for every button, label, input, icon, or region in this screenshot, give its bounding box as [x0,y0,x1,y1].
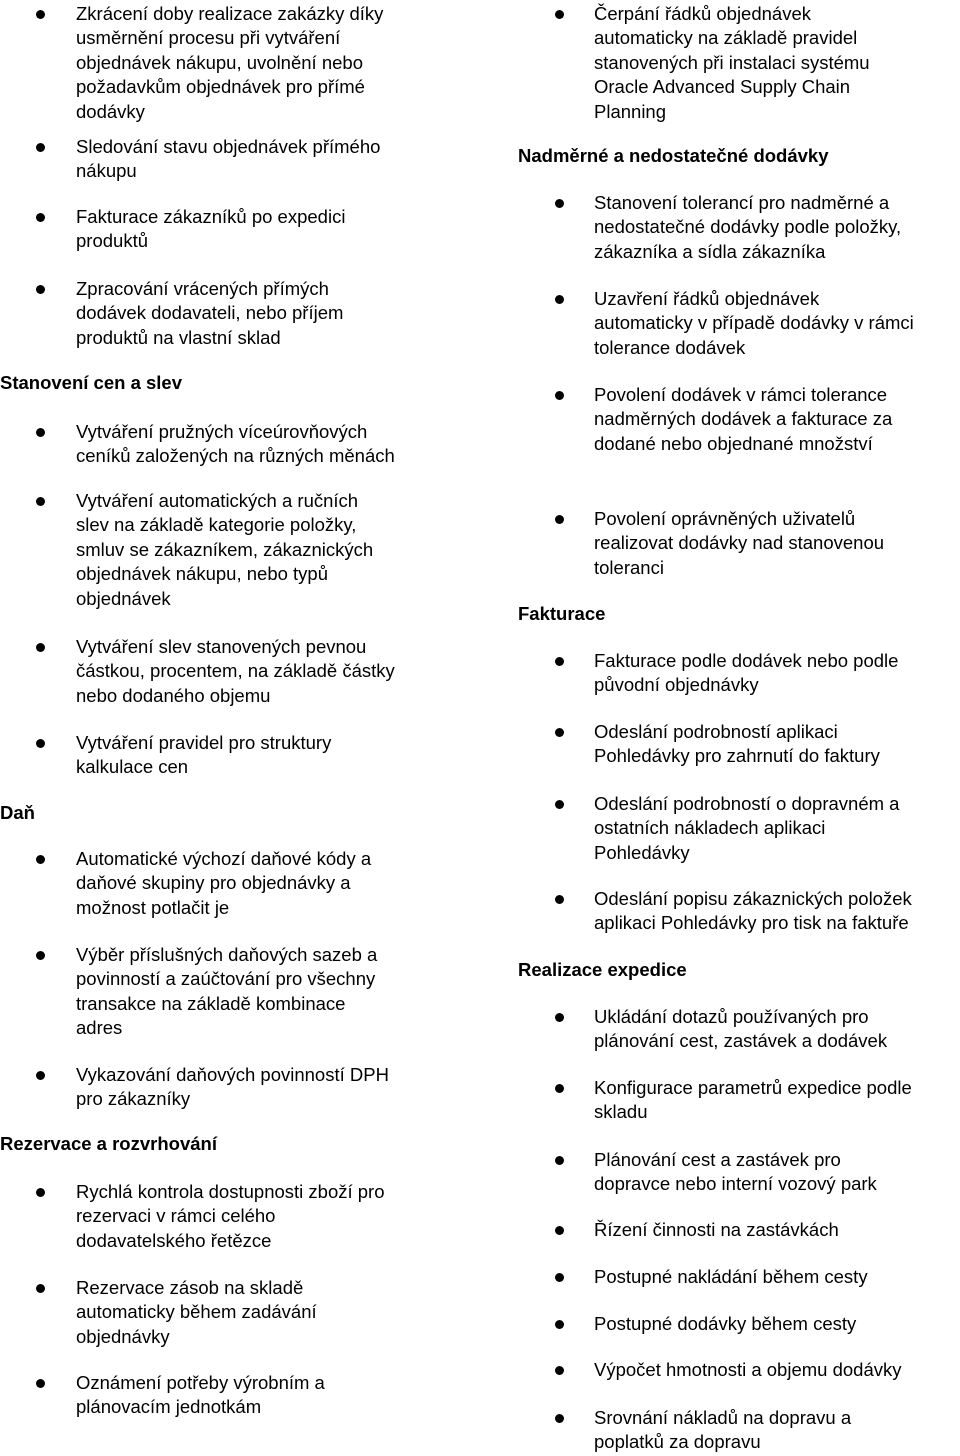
section-heading-tax: Daň [0,802,35,823]
bullet-icon [36,497,45,506]
bullet-icon [555,657,564,666]
bullet-icon [555,1156,564,1165]
list-item: Rezervace zásob na skladě automaticky během zadávání objednávky [76,1277,317,1347]
list-item: Stanovení tolerancí pro nadměrné a nedostatečné dodávky podle položky, zákazníka a sídla zákazníka [594,192,902,262]
list-item: Odeslání podrobností o dopravném a ostatních nákladech aplikaci Pohledávky [594,793,900,863]
bullet-icon [555,391,564,400]
bullet-icon [555,1366,564,1375]
list-item: Řízení činnosti na zastávkách [594,1219,839,1240]
bullet-icon [36,285,45,294]
bullet-icon [36,143,45,152]
list-item: Plánování cest a zastávek pro dopravce nebo interní vozový park [594,1149,877,1195]
list-item: Výběr příslušných daňových sazeb a povinností a zaúčtování pro všechny transakce na základě kombinace adres [76,944,378,1039]
list-item: Odeslání podrobností aplikaci Pohledávky pro zahrnutí do faktury [594,721,880,767]
bullet-icon [555,1013,564,1022]
bullet-icon [555,895,564,904]
bullet-icon [555,728,564,737]
bullet-icon [36,1379,45,1388]
section-heading-pricing: Stanovení cen a slev [0,372,183,393]
bullet-icon [555,1226,564,1235]
bullet-icon [36,1188,45,1197]
list-item: Odeslání popisu zákaznických položek aplikaci Pohledávky pro tisk na faktuře [594,888,912,934]
bullet-icon [36,1284,45,1293]
bullet-icon [555,295,564,304]
list-item: Vytváření pravidel pro struktury kalkulace cen [76,732,332,778]
bullet-icon [36,428,45,437]
list-item: Konfigurace parametrů expedice podle skladu [594,1077,912,1123]
list-item: Ukládání dotazů používaných pro plánování cest, zastávek a dodávek [594,1006,888,1052]
bullet-icon [555,10,564,19]
bullet-icon [555,1084,564,1093]
list-item: Povolení dodávek v rámci tolerance nadměrných dodávek a fakturace za dodané nebo objednané množství [594,384,893,454]
bullet-icon [555,800,564,809]
bullet-icon [555,1320,564,1329]
list-item: Vytváření automatických a ručních slev na základě kategorie položky, smluv se zákazníkem, zákaznických objednávek nákupu, nebo typů objednávek [76,490,374,609]
bullet-icon [36,643,45,652]
list-item: Postupné dodávky během cesty [594,1313,857,1334]
list-item: Vykazování daňových povinností DPH pro zákazníky [76,1064,389,1110]
list-item: Povolení oprávněných uživatelů realizovat dodávky nad stanovenou toleranci [594,508,885,578]
section-heading-shipping: Realizace expedice [518,959,687,980]
bullet-icon [555,515,564,524]
list-item: Sledování stavu objednávek přímého nákupu [76,136,381,182]
list-item: Rychlá kontrola dostupnosti zboží pro rezervaci v rámci celého dodavatelského řetězce [76,1181,385,1251]
list-item: Čerpání řádků objednávek automaticky na základě pravidel stanovených při instalaci systému Oracle Advanced Supply Chain Planning [594,3,870,122]
list-item: Uzavření řádků objednávek automaticky v případě dodávky v rámci tolerance dodávek [594,288,914,358]
bullet-icon [555,1414,564,1423]
section-heading-reservation: Rezervace a rozvrhování [0,1133,217,1154]
list-item: Zkrácení doby realizace zakázky díky usměrnění procesu při vytváření objednávek nákupu, uvolnění nebo požadavkům objednávek pro přímé dodávky [76,3,384,122]
list-item: Fakturace podle dodávek nebo podle původní objednávky [594,650,899,696]
bullet-icon [36,951,45,960]
bullet-icon [36,1071,45,1080]
section-heading-invoicing: Fakturace [518,603,606,624]
list-item: Fakturace zákazníků po expedici produktů [76,206,346,252]
bullet-icon [36,10,45,19]
list-item: Výpočet hmotnosti a objemu dodávky [594,1359,902,1380]
list-item: Oznámení potřeby výrobním a plánovacím jednotkám [76,1372,325,1418]
bullet-icon [36,739,45,748]
list-item: Vytváření pružných víceúrovňových ceníků založených na různých měnách [76,421,395,467]
list-item: Zpracování vrácených přímých dodávek dodavateli, nebo příjem produktů na vlastní sklad [76,278,344,348]
section-heading-tolerance: Nadměrné a nedostatečné dodávky [518,145,829,166]
bullet-icon [36,855,45,864]
list-item: Srovnání nákladů na dopravu a poplatků za dopravu [594,1407,852,1453]
bullet-icon [36,213,45,222]
bullet-icon [555,199,564,208]
list-item: Vytváření slev stanovených pevnou částkou, procentem, na základě částky nebo dodaného objemu [76,636,395,706]
list-item: Automatické výchozí daňové kódy a daňové skupiny pro objednávky a možnost potlačit je [76,848,372,918]
list-item: Postupné nakládání během cesty [594,1266,868,1287]
bullet-icon [555,1273,564,1282]
